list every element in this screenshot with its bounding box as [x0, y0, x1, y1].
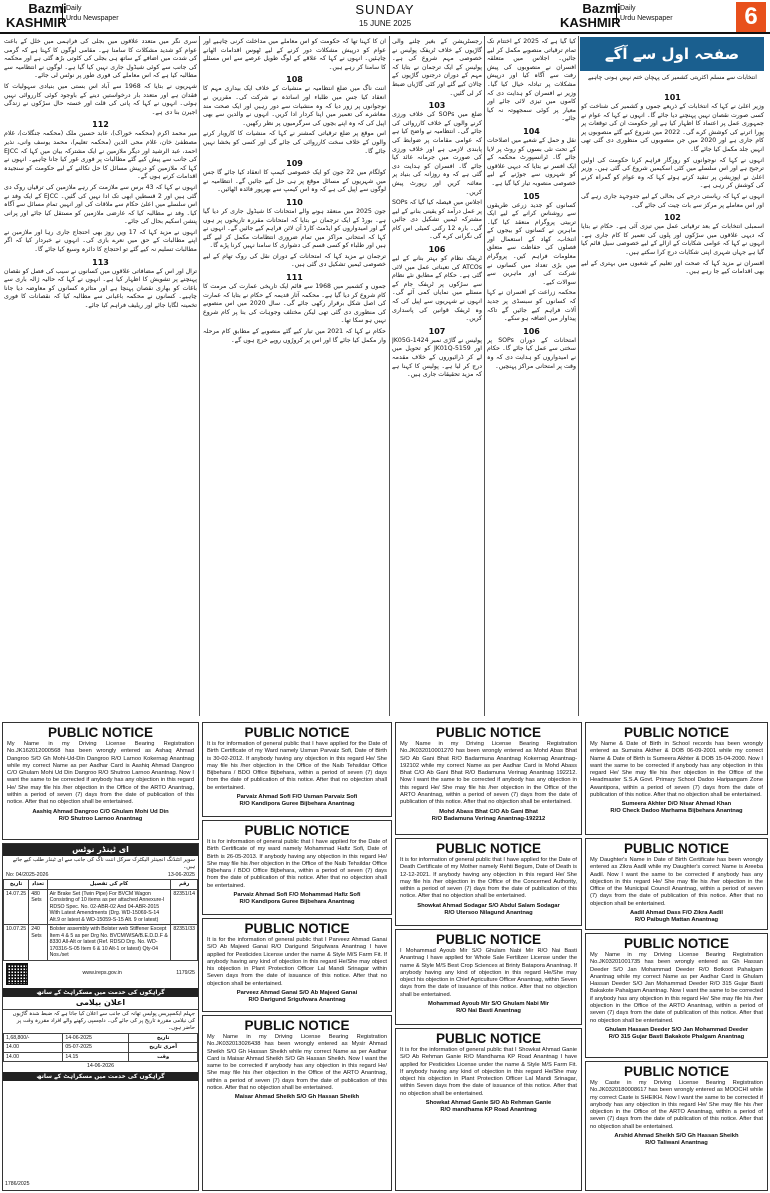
notice-signatory: Sumeera Akhter D/O Nisar Ahmad Khan [621, 801, 732, 808]
notice-address: R/O Kandipora Guree Bijbehara Anantnag [239, 801, 355, 808]
article-paragraph: وزیر اعلیٰ نے کہا کہ انتخابات کے ذریعے جموں و کشمیر کی شناخت کو کسی صورت نقصان نہیں پہنچنے دیا جائے گا۔ انہوں نے کہا کہ عوام نے جمہوری عمل پر اعتماد کا اظہار کیا ہے اور حکومت ان کی توقعات پر پورا اترنے کی کوشش کرے گی۔ 2022 میں شروع کیے گئے منصوبوں پر کام جاری ہے اور 2020 میں جن منصوبوں کی منظوری دی گئی تھی انہیں جلد مکمل کیا جائے گا۔ [581, 103, 764, 153]
column-divider [578, 36, 579, 716]
brand-subtitle-right: Daily Urdu Newspaper [616, 4, 673, 24]
page-number: 6 [736, 2, 766, 32]
tender-slogan: گراہکوں کی خدمت میں مسکراہٹ کے ساتھ [3, 988, 198, 997]
notice-signatory: Maisar Ahmad Sheikh S/O Gh Hassan Sheikh [234, 1094, 360, 1101]
table-cell: 1,68,800/- [4, 1033, 63, 1043]
notice-title: PUBLIC NOTICE [244, 921, 350, 936]
article-number: 109 [286, 159, 303, 169]
news-column-3 [392, 38, 482, 718]
article-number: 110 [286, 197, 303, 207]
news-column-1 [4, 38, 197, 718]
table-row [4, 1052, 198, 1062]
auction-slogan: گراہکوں کی خدمت میں مسکراہٹ کے ساتھ [3, 1072, 198, 1081]
notice-body: My Daughter's Name in Date of Birth Certificate has been wrongly entered as Zikra Aadil while my Daughter's correct Name is Areeba Aadil. Now I want the same to be corrected if anybody has any objection in this regard He/ She may file his /her objection in the Office of the Municipal Council Anantnag, within a period of seven (7) days from the date of publication of this notice. After that no objection shall be entertained. [590, 857, 763, 907]
tender-ref-date: 13-06-2025 [167, 872, 195, 878]
news-column-5 [581, 92, 764, 718]
article-paragraph: جون 2025 میں منعقد ہونے والے امتحانات کا شیڈول جاری کر دیا گیا ہے۔ بورڈ کے ایک ترجمان نے بتایا کہ امتحانات مقررہ تاریخوں پر ہوں گے اور امیدواروں کو ایڈمٹ کارڈ آن لائن فراہم کیے جائیں گے۔ انہوں نے کہا کہ امتحانی مراکز میں تمام ضروری انتظامات مکمل کر لیے گئے ہیں اور طلباء کو کسی قسم کی دشواری کا سامنا نہیں کرنا پڑے گا۔ [203, 207, 386, 250]
article-paragraph: سری نگر میں متعدد علاقوں میں بجلی کی فراہمی میں خلل کے باعث عوام کو شدید مشکلات کا سامنا ہے۔ مقامی لوگوں کا کہنا ہے کہ گرمی کی شدت میں اضافے کے ساتھ ہی بجلی کی کٹوتی بڑھ گئی ہے اور محکمہ کی جانب سے کوئی شیڈول جاری نہیں کیا گیا ہے۔ لوگوں نے انتظامیہ سے مطالبہ کیا ہے کہ اس معاملے کی فوری طور پر نوٹس لی جائے۔ [4, 38, 197, 80]
table-cell: 82351/33 [171, 925, 198, 961]
article-number: 107 [428, 326, 446, 336]
table-row [4, 1043, 198, 1053]
column-header: تعداد [29, 880, 47, 890]
tender-footer [3, 961, 198, 987]
notice-signatory: Arshid Ahmad Sheikh S/O Gh Hassan Sheikh [614, 1133, 739, 1140]
auction-footer-date: 14-06-2026 [86, 1063, 115, 1069]
article-number: 102 [664, 213, 681, 223]
notice-address: R/O Taliwani Anantnag [645, 1140, 708, 1147]
table-row [4, 889, 198, 925]
article-paragraph: انہوں نے مزید کہا کہ 17 ویں روز بھی احتجاج جاری رہا اور ملازمین نے اپنے مطالبات کے حق میں نعرے بازی کی۔ انہوں نے خبردار کیا کہ اگر مطالبات تسلیم نہ کیے گئے تو احتجاج کا دائرہ وسیع کیا جائے گا۔ [4, 228, 197, 254]
notice-address: R/O Badamuna Verinag Anantnag-192212 [431, 815, 546, 822]
public-notice [202, 918, 392, 1012]
article-paragraph: رجسٹریشن کے بغیر چلنے والی گاڑیوں کے خلاف ٹریفک پولیس نے خصوصی مہم شروع کی ہے۔ پولیس کے ایک ترجمان نے بتایا کہ مہم کے دوران درجنوں گاڑیوں کے چالان کیے گئے اور کئی گاڑیاں ضبط کر لی گئیں۔ [392, 38, 482, 97]
article-paragraph: کولگام میں 22 جون کو ایک خصوصی کیمپ کا انعقاد کیا جائے گا جس میں شہریوں کے مسائل موقع پر ہی حل کیے جائیں گے۔ انتظامیہ نے لوگوں سے اپیل کی ہے کہ وہ اس کیمپ سے بھرپور فائدہ اٹھائیں۔ [203, 169, 386, 194]
public-notice [585, 1061, 768, 1191]
notice-body: It is for information of general public that I have applied for the Date of Death Certificate of my Mother namely Rehti Begum, Date of Death is 12-12-2021. If anybody having any objection in this regard He/ She may file his /her objection in the Office of the Concerned Authority, within a period of seven (7) days from the date of publication of this notice. After that no objection shall be entertained. [400, 857, 577, 900]
notice-title: PUBLIC NOTICE [623, 725, 729, 740]
column-divider [484, 36, 485, 716]
public-notice [395, 929, 582, 1025]
article-number: 103 [428, 101, 446, 111]
table-cell: 14.07.25 [4, 889, 29, 925]
notice-title: PUBLIC NOTICE [435, 725, 541, 740]
article-paragraph: شہریوں نے بتایا کہ 1968 سے آباد اس بستی میں بنیادی سہولیات کا فقدان ہے اور متعدد بار درخواستیں دینے کے باوجود کوئی کارروائی نہیں ہوئی۔ انہوں نے کہا کہ پانی کی قلت اور خستہ حال سڑکوں نے زندگی اجیرن بنا دی ہے۔ [4, 82, 197, 116]
notice-signatory: Mohammad Ayoub Mir S/O Ghulam Nabi Mir [428, 1001, 549, 1008]
article-paragraph: افسران نے مزید کہا کہ صحت اور تعلیم کے شعبوں میں بہتری کے لیے بھی اقدامات کیے جا رہے ہیں۔ [581, 259, 764, 276]
tender-reference [3, 872, 198, 879]
article-number: 108 [286, 75, 303, 85]
notice-title: PUBLIC NOTICE [623, 936, 729, 951]
news-column-2 [203, 38, 386, 718]
article-paragraph: حکام نے کہا کہ 2021 میں تیار کیے گئے منصوبے کے مطابق کام مرحلہ وار مکمل کیا جائے گا اور اس پر کروڑوں روپے خرچ ہوں گے۔ [203, 328, 386, 344]
notice-signatory: Aadil Ahmad Dass F/O Zikra Aadil [630, 910, 723, 917]
notice-title: PUBLIC NOTICE [47, 725, 153, 740]
article-number: 111 [286, 273, 303, 283]
qr-code-icon [6, 963, 28, 985]
auction-table [3, 1033, 198, 1063]
table-cell: 14.15 [63, 1052, 129, 1062]
article-paragraph: کسانوں کو جدید زرعی طریقوں سے روشناس کرانے کے لیے ایک تربیتی پروگرام منعقد کیا گیا۔ ماہرین نے کسانوں کو بیجوں کے انتخاب، کھاد کے استعمال اور فصلوں کی حفاظت سے متعلق معلومات فراہم کیں۔ پروگرام میں بڑی تعداد میں کسانوں نے شرکت کی اور ماہرین سے سوالات کیے۔ [487, 201, 576, 286]
tender-website[interactable]: www.ireps.gov.in [82, 970, 122, 976]
notice-body: My Name in my Driving License Bearing Registration No.JK032013026438 has been wrongly entered as Mysir Ahmad Sheikh S/O Gh Hassan Sheikh while my correct Name as per Aadhar Card is Maisar Ahmad Sheikh S/O Gh Hassan Sheikh. Now I want the same to be corrected if anybody has any objection in this regard He/ She may file his /her objection in the Office of the ARTO Anantnag, within a period of seven (7) days from the date of publication of this notice. After that no objection shall be entertained. [207, 1034, 387, 1092]
notice-title: PUBLIC NOTICE [435, 1031, 541, 1046]
table-cell: 10.07.25 [4, 925, 29, 961]
public-notice [202, 820, 392, 915]
notice-address: R/O mandhama KP Road Anantnag [440, 1107, 537, 1114]
auction-body: جہلم ایکسپریس پولیس تھانہ کی جانب سے اعلان کیا جاتا ہے کہ ضبط شدہ گاڑیوں کی نیلامی مقررہ تاریخ پر کی جائے گی۔ دلچسپی رکھنے والے افراد مقررہ وقت پر حاضر ہوں۔ [12, 1010, 195, 1031]
article-paragraph: اجلاس میں فیصلہ کیا گیا کہ SOPs پر عمل درآمد کو یقینی بنانے کے لیے مشترکہ ٹیمیں تشکیل دی جائیں گی۔ بارہ 12 رکنی کمیٹی اس کام کی نگرانی کرے گی۔ [392, 199, 482, 241]
notice-address: R/O Nai Basti Anantnag [456, 1008, 521, 1015]
notice-body: My Caste in my Driving License Bearing Registration No.JK0320180008617 has been wrongly entered as MOOCHI while my correct Caste is SHEIKH. Now I want the same to be corrected if anybody has any objection in this regard He/ She may file his /her objection in the Office of the ARTO Anantnag, within a period of seven (7) days from the date of publication of this notice. After that no objection shall be entertained. [590, 1080, 763, 1130]
article-paragraph: پولیس نے گاڑی نمبر JK05G-1424 اور JK01Q-5159 کو تحویل میں لے کر ڈرائیوروں کے خلاف مقدمہ درج کر لیا ہے۔ پولیس کا کہنا ہے کہ مزید تحقیقات جاری ہیں۔ [392, 336, 482, 379]
notice-signatory: Ghulam Hassan Deeder S/O Jan Mohammad Deeder [604, 1026, 749, 1033]
public-notice [395, 1028, 582, 1191]
notice-title: PUBLIC NOTICE [435, 841, 541, 856]
article-paragraph: ٹریفک نظام کو بہتر بنانے کے لیے ATCOs کی تعیناتی عمل میں لائی گئی ہے۔ حکام کے مطابق نئے نظام سے سڑکوں پر ٹریفک جام کے مسئلے میں نمایاں کمی آئے گی۔ انہوں نے شہریوں سے اپیل کی کہ وہ ٹریفک قوانین کی پاسداری کریں۔ [392, 255, 482, 323]
article-number: 104 [523, 126, 540, 136]
notice-signatory: Parveez Ahmad Ganai S/O Ab Majeed Ganai [236, 990, 358, 997]
article-paragraph: انہوں نے کہا کہ نوجوانوں کو روزگار فراہم کرنا حکومت کی اولین ترجیح ہے اور اس سلسلے میں کئی اسکیمیں شروع کی گئی ہیں۔ وزیر اعلیٰ نے اپوزیشن پر تنقید کرتے ہوئے کہا کہ وہ عوام کو گمراہ کرنے کی کوشش کر رہی ہے۔ [581, 156, 764, 190]
notice-body: I Mohammad Ayoub Mir S/O Ghulam Nabi Mir R/O Nai Basti Anantnag I have applied for Whole Sale Fertilizer License under the name & Style M/S Best Crop Sciences at Brinty Batapora Anantnag. If anybody having any kind of objection in this regard He/She may object his objection in Chief Agriculture Officer Anantnag, within Seven days from the date of issuance of this notice. After that no objection shall be entertained. [400, 948, 577, 998]
notice-signatory: Mohd Abass Bhat C/O Ab Gani Bhat [439, 808, 538, 815]
public-notice [202, 1015, 392, 1191]
notice-body: My Name in my Driving License Bearing Registration No.JK162012000568 has been wrongly entered as Ashaq Ahmad Dangroo S/O Gh Mohi-Ud-Din Dangroo R/O Larnoo Kokernag Anantnag while my correct Name as per Aadhar Card is Aashiq Ahmad Dangroo C/O Ghulam Mohi Ud Din Dangroo R/O Shutroo Larnoo Anantnag. Now I want the same to be corrected if anybody has any objection in this regard He/ She may file his /her objection in the Office of the ARTO Anantnag, within a period of seven (7) days from the date of publication of this notice. After that no objection shall be entertained. [7, 741, 194, 806]
notice-address: R/O 315 Gujar Basti Bakakote Phalgam Anantnag [608, 1033, 745, 1040]
tender-ref-no: No: 04/2025-2026 [6, 872, 49, 878]
tender-table [3, 879, 198, 961]
notice-signatory: Showkat Ahmad Ganie S/O Ab Rehman Ganie [425, 1100, 552, 1107]
article-paragraph: میر محمد اکرم (محکمہ خوراک)، عابد حسین ملک (محکمہ جنگلات)، غلام مصطفیٰ خان، غلام محی الدین (محکمہ تعلیم)، محمد یوسف وانی، نذیر احمد، عبد الرشید اور دیگر ملازمین نے ایک مشترکہ بیان میں کہا کہ EJCC کی جانب سے پیش کیے گئے مطالبات پر فوری غور کیا جانا چاہیے۔ انہوں نے کہا کہ ملازمین کو درپیش مسائل کا حل نکالنے کے لیے حکومت کو سنجیدہ اقدامات کرنے ہوں گے۔ [4, 130, 197, 181]
notice-title: PUBLIC NOTICE [623, 841, 729, 856]
notice-title: PUBLIC NOTICE [244, 725, 350, 740]
tender-intro: سوپر انٹنڈنگ انجینئر الیکٹرک سرکل اننت ناگ کی جانب سے ای ٹینڈر طلب کیے جاتے ہیں۔ [12, 857, 195, 870]
notice-body: It is for information of general public that I have applied for the Date of Birth Certificate of my Ward namely Usman Parvaiz Sofi, Date of Birth is 30-02-2012. If anybody having any objection in this regard He/ She may file his /her objection in the Office of the Naib Tehsildar Office Bijbehara / BDO Office Bijbehara, within a period of seven (7) days from the date of publication of this notice. After that no objection shall be entertained. [207, 741, 387, 791]
column-header: رقم [171, 880, 198, 890]
article-paragraph: امتحانات کے دوران SOPs پر سختی سے عمل کیا جائے گا۔ حکام نے امیدواروں کو ہدایت دی کہ وہ وقت پر امتحانی مراکز پہنچیں۔ [487, 336, 576, 370]
news-column-4 [487, 38, 576, 718]
public-notice [585, 722, 768, 835]
article-paragraph: انہوں نے کہا کہ ریاستی درجے کی بحالی کے لیے جدوجہد جاری رہے گی اور اس معاملے پر مرکز سے بات چیت کی جائے گی۔ [581, 192, 764, 209]
article-paragraph: ضلع میں SOPs کی خلاف ورزی کرنے والوں کے خلاف کارروائی کی جائے گی۔ انتظامیہ نے واضح کیا ہے کہ عوامی مقامات پر ضوابط کی پابندی لازمی ہے اور خلاف ورزی کی صورت میں جرمانہ عائد کیا جائے گا۔ افسران کو ہدایت دی گئی ہے کہ وہ روزانہ کی بنیاد پر معائنہ کریں اور رپورٹ پیش کریں۔ [392, 111, 482, 196]
brand-subtitle-left: Daily Urdu Newspaper [62, 4, 119, 24]
article-number: 113 [92, 257, 109, 267]
public-notice [585, 838, 768, 930]
article-number: 112 [92, 120, 109, 130]
article-paragraph: اننت ناگ میں ضلع انتظامیہ نے منشیات کے خلاف ایک بیداری مہم کا انعقاد کیا جس میں طلباء اور اساتذہ نے شرکت کی۔ مقررین نے نوجوانوں پر زور دیا کہ وہ منشیات سے دور رہیں اور ایک صحت مند معاشرے کی تعمیر میں اپنا کردار ادا کریں۔ انہوں نے والدین سے بھی اپیل کی کہ وہ اپنے بچوں کی سرگرمیوں پر نظر رکھیں۔ [203, 85, 386, 127]
auction-heading: اعلان بیلامی [3, 997, 198, 1010]
article-number: 106 [428, 245, 446, 255]
article-number: 106 [523, 326, 540, 336]
notice-address: R/O Check Dadoo Marhama Bijbehara Anantnag [610, 808, 743, 815]
notice-body: It is for information of general public that I have applied for the Date of Birth Certificate of my ward namely Mohammad Hafiz Sofi, Date of Birth is 26-05-2013. If anybody having any objection in this regard He/ She may file his /her objection in the Office of the Naib Tehsildar Office Bijbehara / BDO Office Bijbehara, within a period of seven (7) days from the date of publication of this notice. After that no objection shall be entertained. [207, 839, 387, 889]
public-notice [395, 722, 582, 835]
notice-title: PUBLIC NOTICE [244, 823, 350, 838]
table-cell: Air Brake Set (Twin Pipe) For BVCM Wagon Consisting of 10 items as per attached Annexure-I RDSO Spec. No. 02-ABR-02 And 04-ABR-2015 With Latest Amendments (Drg. WD-15069-S-14 Alt.9 or latest & WD-15059-S-15 Alt. 9 or latest) [47, 889, 171, 925]
table-cell: آخری تاریخ [129, 1043, 198, 1053]
issue-date: 15 JUNE 2025 [358, 19, 412, 28]
notice-address: R/O Shutroo Larnoo Anantnag [58, 815, 143, 822]
notice-body: My Name & Date of Birth in School records has been wrongly entered as Sumaira Akther & DOB 06-09-2001 while my correct Name & Date of Birth is Sumeera Akhter & DOB 15-04-2000. Now I want the same to be corrected if anybody has any objection in this regard He/ She may file his /her objection in the Office of the Headmaster S.S.A Govt. Primary School Dadoo Haripangam Zone Awantipora, within a period of seven (7) days from the date of publication of this notice. After that no objection shall be entertained. [590, 741, 763, 799]
article-paragraph: اس موقع پر ضلع ترقیاتی کمشنر نے کہا کہ منشیات کا کاروبار کرنے والوں کے خلاف سخت کارروائی کی جائے گی اور کسی کو بخشا نہیں جائے گا۔ [203, 130, 386, 155]
notice-body: My Name in my Driving License Bearing Registration No.JK032010001270 has been wrongly entered as Mohd Abas Bhat S/O Ab Gani Bhat R/O Badarmuna Anantnag Kokernag Anantnag-192102 while my correct Name as per Aadhar Card is Mohd Abass Bhat C/O Ab Gani Bhat R/O Badamuna Verinag Anantnag 192212. Now I want the same to be corrected if anybody has any objection in this regard He/ She may file his /her objection in the Office of the ARTO Anantnag, within a period of seven (7) days from the date of publication of this notice. After that no objection shall be entertained. [400, 741, 577, 806]
article-number: 105 [523, 191, 540, 201]
article-paragraph: محکمہ زراعت کے افسران نے کہا کہ کسانوں کو سبسڈی پر جدید آلات فراہم کیے جائیں گے تاکہ پیداوار میں اضافہ ہو سکے۔ [487, 289, 576, 323]
table-row [4, 1033, 198, 1043]
table-cell: 14.00 [4, 1052, 63, 1062]
tender-heading: ای ٹینڈر نوٹس [3, 844, 198, 856]
tender-ref-tag: 1786/2025 [5, 1181, 30, 1187]
tender-amount-note: 1179/25 [176, 970, 195, 976]
banner-lead-text: انتخابات سے مسلم اکثریتی کشمیر کی پہچان ختم نہیں ہونی چاہیے [588, 74, 757, 81]
column-header: تاریخ [4, 880, 29, 890]
notice-body: It is for the information of general public that I Parveez Ahmad Ganai S/O Ab Majeed Ganai R/O Darigund Srigufwara Anantnag I have applied for Pesticides License under the name & Style M/S Farm Fit. If anybody having any kind of objection in this regard He/She may object his objection in Plant Protection Officer Lal Mandi Srinagar within Seven days from the date of issuance of this notice. After that no objection shall be entertained. [207, 937, 387, 987]
table-cell: 14-06-2025 [63, 1033, 129, 1043]
public-notice [2, 722, 199, 840]
notice-signatory: Parvaiz Ahmad Sofi F/O Usman Parvaiz Sofi [236, 794, 358, 801]
masthead [0, 0, 770, 34]
front-page-continuation-banner: صفحہ اول سے آگے [580, 37, 764, 71]
column-header: کام کی تفصیل [47, 880, 171, 890]
notice-address: R/O Utersoo Nilagund Anantnag [444, 909, 533, 916]
table-cell: وقت [129, 1052, 198, 1062]
public-notice [395, 838, 582, 926]
brand-logo-left: Bazmi KASHMIR [6, 1, 67, 30]
notice-title: PUBLIC NOTICE [244, 1018, 350, 1033]
article-paragraph: انہوں نے کہا کہ 43 برس سے ملازمت کر رہے ملازمین کی ترقیاں روک دی گئی ہیں اور 2 قسطیں ابھی تک ادا نہیں کی گئیں۔ EJCC کے ایک وفد نے اس سلسلے میں اعلیٰ حکام سے ملاقات کی اور انہیں تمام مسائل سے آگاہ کیا۔ وفد نے مطالبہ کیا کہ عارضی ملازمین کو مستقل کیا جائے اور پرانی پنشن اسکیم بحال کی جائے۔ [4, 183, 197, 226]
tender-advertisement [2, 843, 199, 1191]
brand-logo-right: Bazmi KASHMIR [560, 1, 621, 30]
article-paragraph: ترال اور اس کے مضافاتی علاقوں میں کسانوں نے سیب کی فصل کو نقصان پہنچنے پر تشویش کا اظہار کیا ہے۔ انہوں نے کہا کہ حالیہ ژالہ باری سے باغات کو بھاری نقصان پہنچا ہے اور متاثرہ کسانوں کو معاوضہ دیا جانا چاہیے۔ کسانوں نے محکمہ باغبانی سے مطالبہ کیا کہ نقصانات کا فوری تخمینہ لگایا جائے اور ریلیف فراہم کیا جائے۔ [4, 267, 197, 310]
notice-signatory: Aashiq Ahmad Dangroo C/O Ghulam Mohi Ud Din [32, 808, 169, 815]
notice-body: It is for the information of general public that I Showkat Ahmad Ganie S/O Ab Rehman Ganie R/O Mandhama KP Road Anantnag I have applied for Pesticides License under the name & Style M/S Farm Fit. If anybody having any kind of objection in this regard He/She may object his objection in Plant Protection Officer Lal Mandi Srinagar, within Seven days from the date of issuance of this notice. After that no objection shall be entertained. [400, 1047, 577, 1097]
column-divider [389, 36, 390, 716]
notice-address: R/O Kandipora Guree Bijbehara Anantnag [239, 899, 355, 906]
public-notice [202, 722, 392, 817]
table-cell: تاریخ [129, 1033, 198, 1043]
article-paragraph: جموں و کشمیر میں 1968 سے قائم ایک تاریخی عمارت کی مرمت کا کام شروع کر دیا گیا ہے۔ محکمہ آثار قدیمہ کے حکام نے بتایا کہ عمارت کی اصل شکل برقرار رکھی جائے گی۔ سال 2020 میں اس منصوبے کی منظوری دی گئی تھی لیکن مختلف وجوہات کی بنا پر کام شروع نہیں ہو سکا تھا۔ [203, 283, 386, 325]
notice-title: PUBLIC NOTICE [435, 932, 541, 947]
table-cell: 240 Sets [29, 925, 47, 961]
article-paragraph: نقل و حمل کے شعبے میں اصلاحات کے تحت نئی بسوں کو روٹ پر لایا جائے گا۔ ٹرانسپورٹ محکمہ کے ایک افسر نے بتایا کہ دیہی علاقوں کو شہروں سے جوڑنے کے لیے خصوصی منصوبہ تیار کیا گیا ہے۔ [487, 136, 576, 187]
public-notice [585, 933, 768, 1058]
article-paragraph: ترجمان نے مزید کہا کہ امتحانات کے دوران نقل کی روک تھام کے لیے خصوصی ٹیمیں تشکیل دی گئی ہیں۔ [203, 252, 386, 269]
notice-signatory: Parvaiz Ahmad Sofi F/O Mohammad Hafiz Sofi [233, 892, 361, 899]
issue-day: SUNDAY [355, 2, 415, 17]
table-header-row [4, 880, 198, 890]
table-cell: 82351/14 [171, 889, 198, 925]
table-cell: 14.00 [4, 1043, 63, 1053]
notice-signatory: Showkat Ahmad Sodagar S/O Abdul Salam Sodagar [417, 902, 560, 909]
article-number: 101 [664, 93, 681, 102]
notice-address: R/O Darigund Srigufwara Anantnag [248, 997, 346, 1004]
notice-address: R/O Paibugh Mattan Anantnag [634, 917, 719, 924]
article-paragraph: کیا گیا ہے کہ 2025 کے اختتام تک تمام ترقیاتی منصوبے مکمل کر لیے جائیں۔ اجلاس میں متعلقہ افسران نے منصوبوں کی پیش رفت سے آگاہ کیا اور درپیش مشکلات پر تبادلہ خیال کیا گیا۔ وزیر نے افسران کو ہدایت دی کہ کاموں میں تیزی لائی جائے اور معیار پر کوئی سمجھوتہ نہ کیا جائے۔ [487, 38, 576, 123]
table-cell: Bolster assembly with Bolster web Stiffener Except Item 4 & 5 as per Drg No. BVCM/WSA/B.E.D.D.F & 8330 All-Alt or latest (Ref. RDSO Drg. No. WD-170316-S-05 Item 6 & 10 Alt-1 or latest) Qty-04 Nos./set [47, 925, 171, 961]
table-cell: 480 Sets [29, 889, 47, 925]
table-row [4, 925, 198, 961]
article-paragraph: اسمبلی انتخابات کے بعد ترقیاتی عمل میں تیزی آئی ہے۔ حکام نے بتایا کہ دیہی علاقوں میں سڑکوں اور پلوں کی تعمیر کا کام جاری ہے۔ انہوں نے کہا کہ عوامی شکایات کے ازالے کے لیے خصوصی سیل قائم کیا گیا ہے جہاں شہری اپنی شکایات درج کرا سکتے ہیں۔ [581, 223, 764, 256]
article-paragraph: ان کا کہنا تھا کہ حکومت کو اس معاملے میں مداخلت کرنی چاہیے اور عوام کو درپیش مشکلات دور کرنے کے لیے ٹھوس اقدامات اٹھانے چاہئیں۔ انہوں نے کہا کہ علاقے کے لوگ طویل عرصے سے اس مسئلے کا سامنا کر رہے ہیں۔ [203, 38, 386, 71]
notice-title: PUBLIC NOTICE [623, 1064, 729, 1079]
column-divider [199, 36, 200, 716]
notice-body: My Name in my Driving License Bearing Registration No.JK03201001735 has been wrongly entered as Gh Hassan Deeder S/O Jan Mohammad Deeder R/O Botkoot Pahalgam Anantnag while my correct Name as per Aadhar Card is Ghulam Hassan Deeder S/O Jan Mohammad Deeder R/O 315 Gujar Basti Bakakote Pahalgam Anantnag. Now I want the same to be corrected if anybody has any objection in this regard He/ She may file his /her objection in the Office of the ARTO Anantnag, within a period of seven (7) days from the date of publication of this notice. After that no objection shall be entertained. [590, 952, 763, 1024]
table-cell: 05-07-2025 [63, 1043, 129, 1053]
